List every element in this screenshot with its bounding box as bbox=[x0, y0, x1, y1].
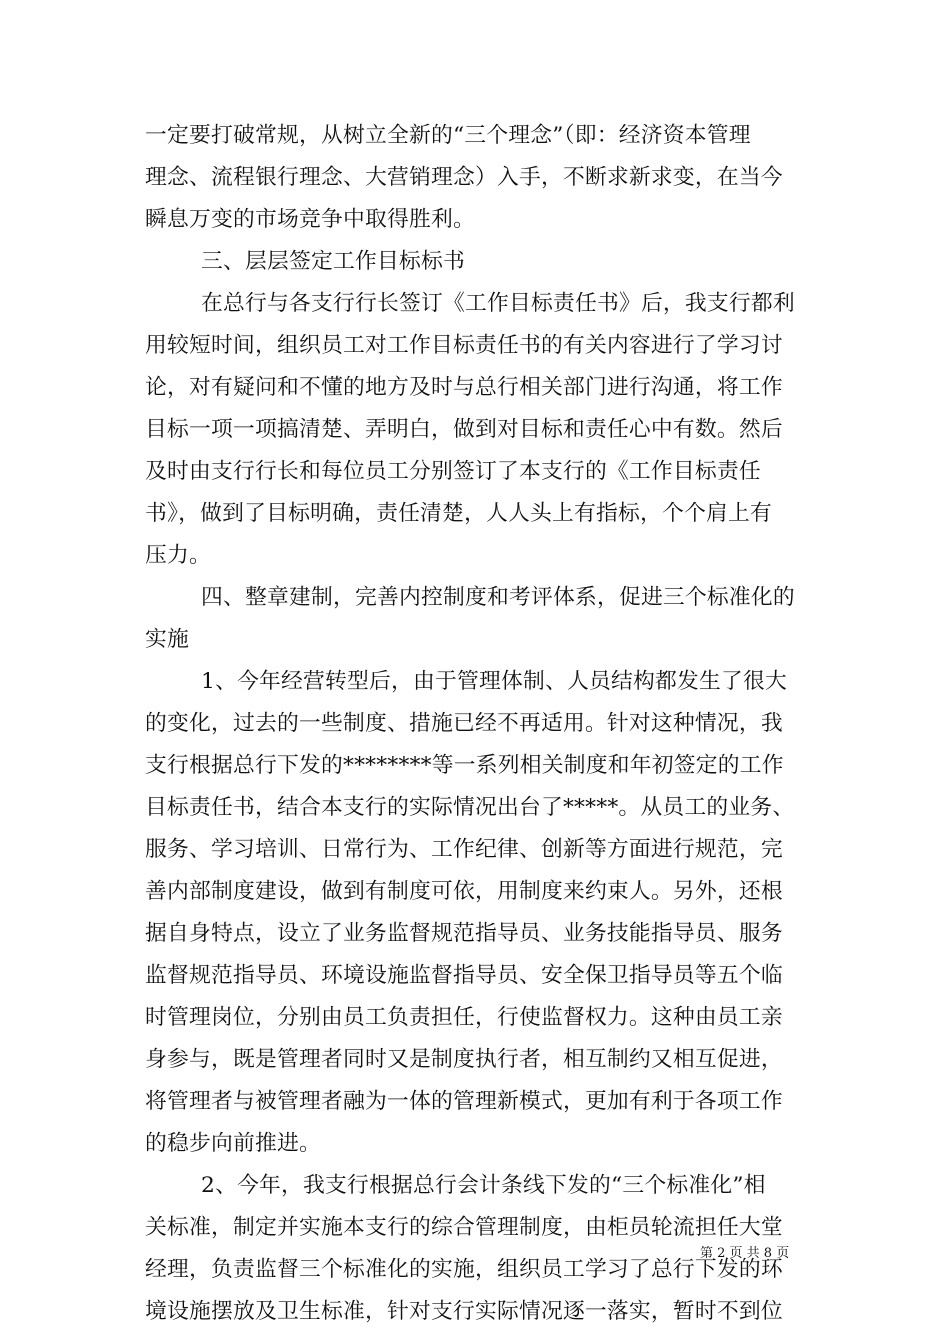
text-line: 1、今年经营转型后，由于管理体制、人员结构都发生了很大 bbox=[201, 669, 787, 694]
text-line: 及时由支行行长和每位员工分别签订了本支行的《工作目标责任 bbox=[145, 459, 761, 484]
text-line: 用较短时间，组织员工对工作目标责任书的有关内容进行了学习讨 bbox=[145, 333, 783, 358]
text-line: 的变化，过去的一些制度、措施已经不再适用。针对这种情况，我 bbox=[145, 711, 783, 736]
text-line: 一定要打破常规，从树立全新的“三个理念”（即：经济资本管理 bbox=[145, 123, 751, 148]
text-line: 身参与，既是管理者同时又是制度执行者，相互制约又相互促进， bbox=[145, 1047, 783, 1072]
text-line: 支行根据总行下发的********等一系列相关制度和年初签定的工作 bbox=[145, 753, 784, 778]
text-line: 境设施摆放及卫生标准，针对支行实际情况逐一落实，暂时不到位 bbox=[145, 1299, 783, 1324]
section-heading: 三、层层签定工作目标标书 bbox=[201, 249, 465, 274]
text-line: 善内部制度建设，做到有制度可依，用制度来约束人。另外，还根 bbox=[145, 879, 783, 904]
text-line: 时管理岗位，分别由员工负责担任，行使监督权力。这种由员工亲 bbox=[145, 1005, 783, 1030]
text-line: 据自身特点，设立了业务监督规范指导员、业务技能指导员、服务 bbox=[145, 921, 783, 946]
text-line: 的稳步向前推进。 bbox=[145, 1131, 321, 1156]
text-line: 论，对有疑问和不懂的地方及时与总行相关部门进行沟通，将工作 bbox=[145, 375, 783, 400]
text-line: 理念、流程银行理念、大营销理念）入手，不断求新求变，在当今 bbox=[145, 165, 783, 190]
text-line: 目标一项一项搞清楚、弄明白，做到对目标和责任心中有数。然后 bbox=[145, 417, 783, 442]
document-body bbox=[145, 115, 810, 1333]
section-heading: 四、整章建制，完善内控制度和考评体系，促进三个标准化的 bbox=[201, 585, 795, 610]
page-number-footer: 第 2 页 共 8 页 bbox=[700, 1246, 790, 1261]
text-line: 压力。 bbox=[145, 543, 211, 568]
text-line: 服务、学习培训、日常行为、工作纪律、创新等方面进行规范，完 bbox=[145, 837, 783, 862]
text-line: 监督规范指导员、环境设施监督指导员、安全保卫指导员等五个临 bbox=[145, 963, 783, 988]
text-line: 将管理者与被管理者融为一体的管理新模式，更加有利于各项工作 bbox=[145, 1089, 783, 1114]
text-line: 2、今年，我支行根据总行会计条线下发的“三个标准化”相 bbox=[201, 1173, 766, 1198]
text-line: 在总行与各支行行长签订《工作目标责任书》后，我支行都利 bbox=[201, 291, 795, 316]
text-line: 瞬息万变的市场竞争中取得胜利。 bbox=[145, 207, 475, 232]
section-heading-continuation: 实施 bbox=[145, 627, 189, 652]
text-line: 目标责任书，结合本支行的实际情况出台了*****。从员工的业务、 bbox=[145, 795, 795, 820]
text-line: 关标准，制定并实施本支行的综合管理制度，由柜员轮流担任大堂 bbox=[145, 1215, 783, 1240]
text-line: 经理，负责监督三个标准化的实施，组织员工学习了总行下发的环 bbox=[145, 1257, 783, 1282]
text-line: 书》，做到了目标明确，责任清楚，人人头上有指标，个个肩上有 bbox=[145, 501, 773, 526]
